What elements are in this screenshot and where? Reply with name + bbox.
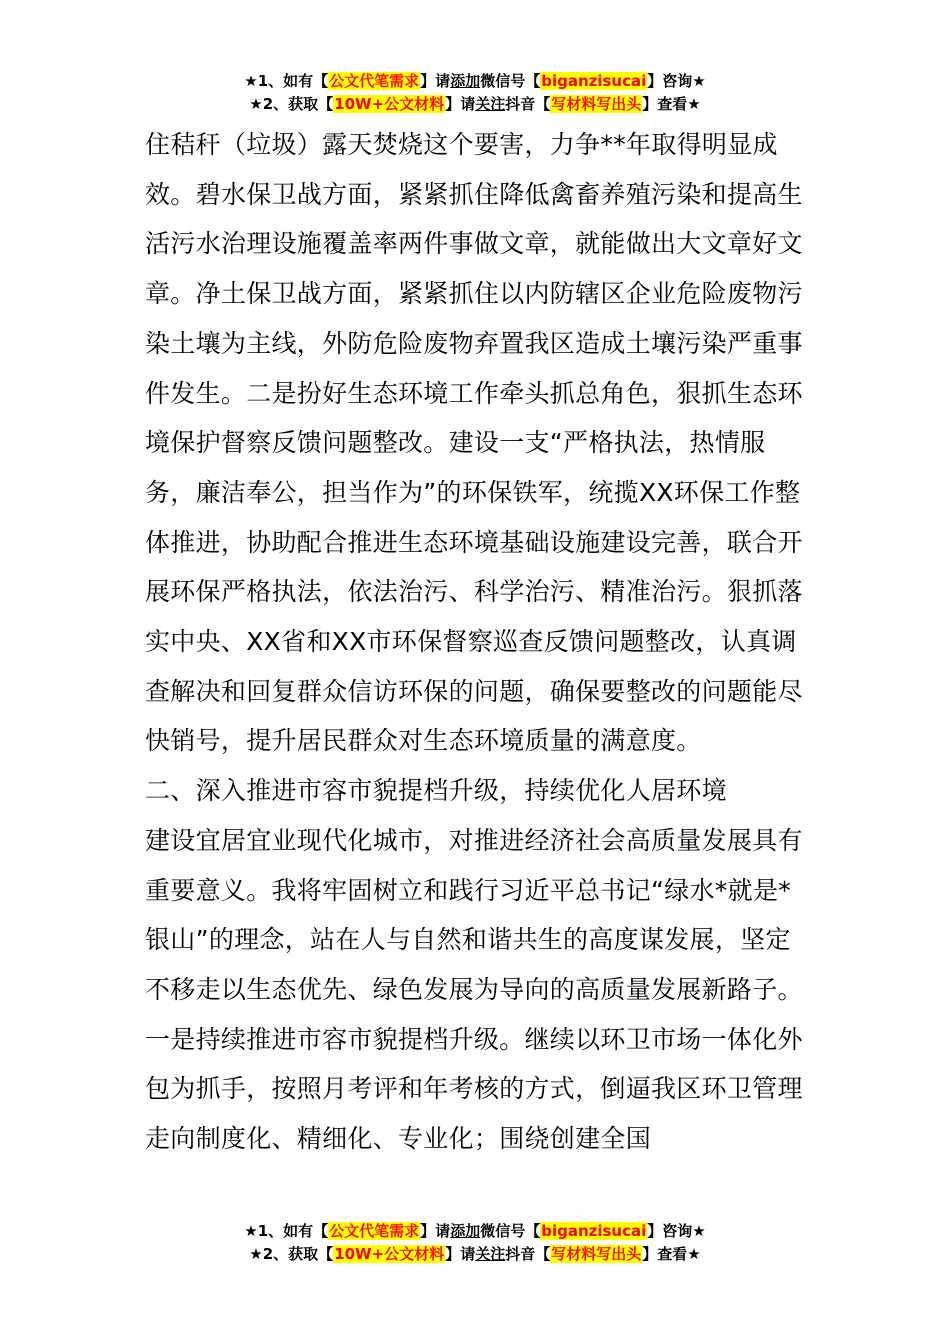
banner-text: 】请 [420, 72, 451, 90]
paragraph: 建设宜居宜业现代化城市，对推进经济社会高质量发展具有重要意义。我将牢固树立和践行习近平总书记“绿水*就是*银山”的理念，站在人与自然和谐共生的高度谋发展，坚定不移走以生态优先、绿色发展为导向的高质量发展新路子。一是持续推进市容市貌提档升级。继续以环卫市场一体化外包为抓手，按照月考评和年考核的方式，倒逼我区环卫管理走向制度化、精细化、专业化；围绕创建全国 [145, 825, 803, 1154]
banner-highlight: biganzisucai [541, 72, 647, 90]
banner-underlined: 关注 [475, 1245, 506, 1263]
document-body [145, 120, 810, 1164]
banner-text: 抖音【 [505, 95, 551, 113]
banner-text: 】咨询★ [647, 72, 706, 90]
banner-text: ★1、如有【 [244, 1222, 329, 1240]
banner-text: ★2、获取【 [249, 1245, 334, 1263]
banner-text: 】查看★ [642, 1245, 701, 1263]
banner-text: 】查看★ [642, 95, 701, 113]
banner-text: 微信号【 [480, 72, 541, 90]
banner-underlined: 关注 [475, 95, 506, 113]
banner-highlight: 10W+公文材料 [334, 1245, 445, 1263]
header-banner [0, 70, 950, 116]
banner-text: 】请 [445, 95, 476, 113]
footer-banner [0, 1220, 950, 1266]
banner-text: ★1、如有【 [244, 72, 329, 90]
banner-highlight: 公文代笔需求 [329, 1222, 420, 1240]
section-heading: 二、深入推进市容市貌提档升级，持续优化人居环境 [145, 776, 727, 806]
banner-highlight: biganzisucai [541, 1222, 647, 1240]
banner-text: 】请 [420, 1222, 451, 1240]
banner-text: 抖音【 [505, 1245, 551, 1263]
banner-text: 微信号【 [480, 1222, 541, 1240]
banner-highlight: 公文代笔需求 [329, 72, 420, 90]
banner-line-1 [0, 70, 950, 93]
banner-underlined: 添加 [450, 72, 481, 90]
banner-text: ★2、获取【 [249, 95, 334, 113]
banner-text: 】咨询★ [647, 1222, 706, 1240]
banner-text: 】请 [445, 1245, 476, 1263]
banner-highlight: 10W+公文材料 [334, 95, 445, 113]
banner-underlined: 添加 [450, 1222, 481, 1240]
banner-line-2 [0, 1243, 950, 1266]
banner-highlight: 写材料写出头 [551, 95, 642, 113]
paragraph: 住秸秆（垃圾）露天焚烧这个要害，力争**年取得明显成效。碧水保卫战方面，紧紧抓住降低禽畜养殖污染和提高生活污水治理设施覆盖率两件事做文章，就能做出大文章好文章。净土保卫战方面，紧紧抓住以内防辖区企业危险废物污染土壤为主线，外防危险废物弃置我区造成土壤污染严重事件发生。二是扮好生态环境工作牵头抓总角色，狠抓生态环境保护督察反馈问题整改。建设一支“严格执法，热情服务，廉洁奉公，担当作为”的环保铁军，统揽XX环保工作整体推进，协助配合推进生态环境基础设施建设完善，联合开展环保严格执法，依法治污、科学治污、精准治污。狠抓落实中央、XX省和XX市环保督察巡查反馈问题整改，认真调查解决和回复群众信访环保的问题，确保要整改的问题能尽快销号，提升居民群众对生态环境质量的满意度。 [145, 130, 803, 756]
banner-highlight: 写材料写出头 [551, 1245, 642, 1263]
banner-line-2 [0, 93, 950, 116]
banner-line-1 [0, 1220, 950, 1243]
